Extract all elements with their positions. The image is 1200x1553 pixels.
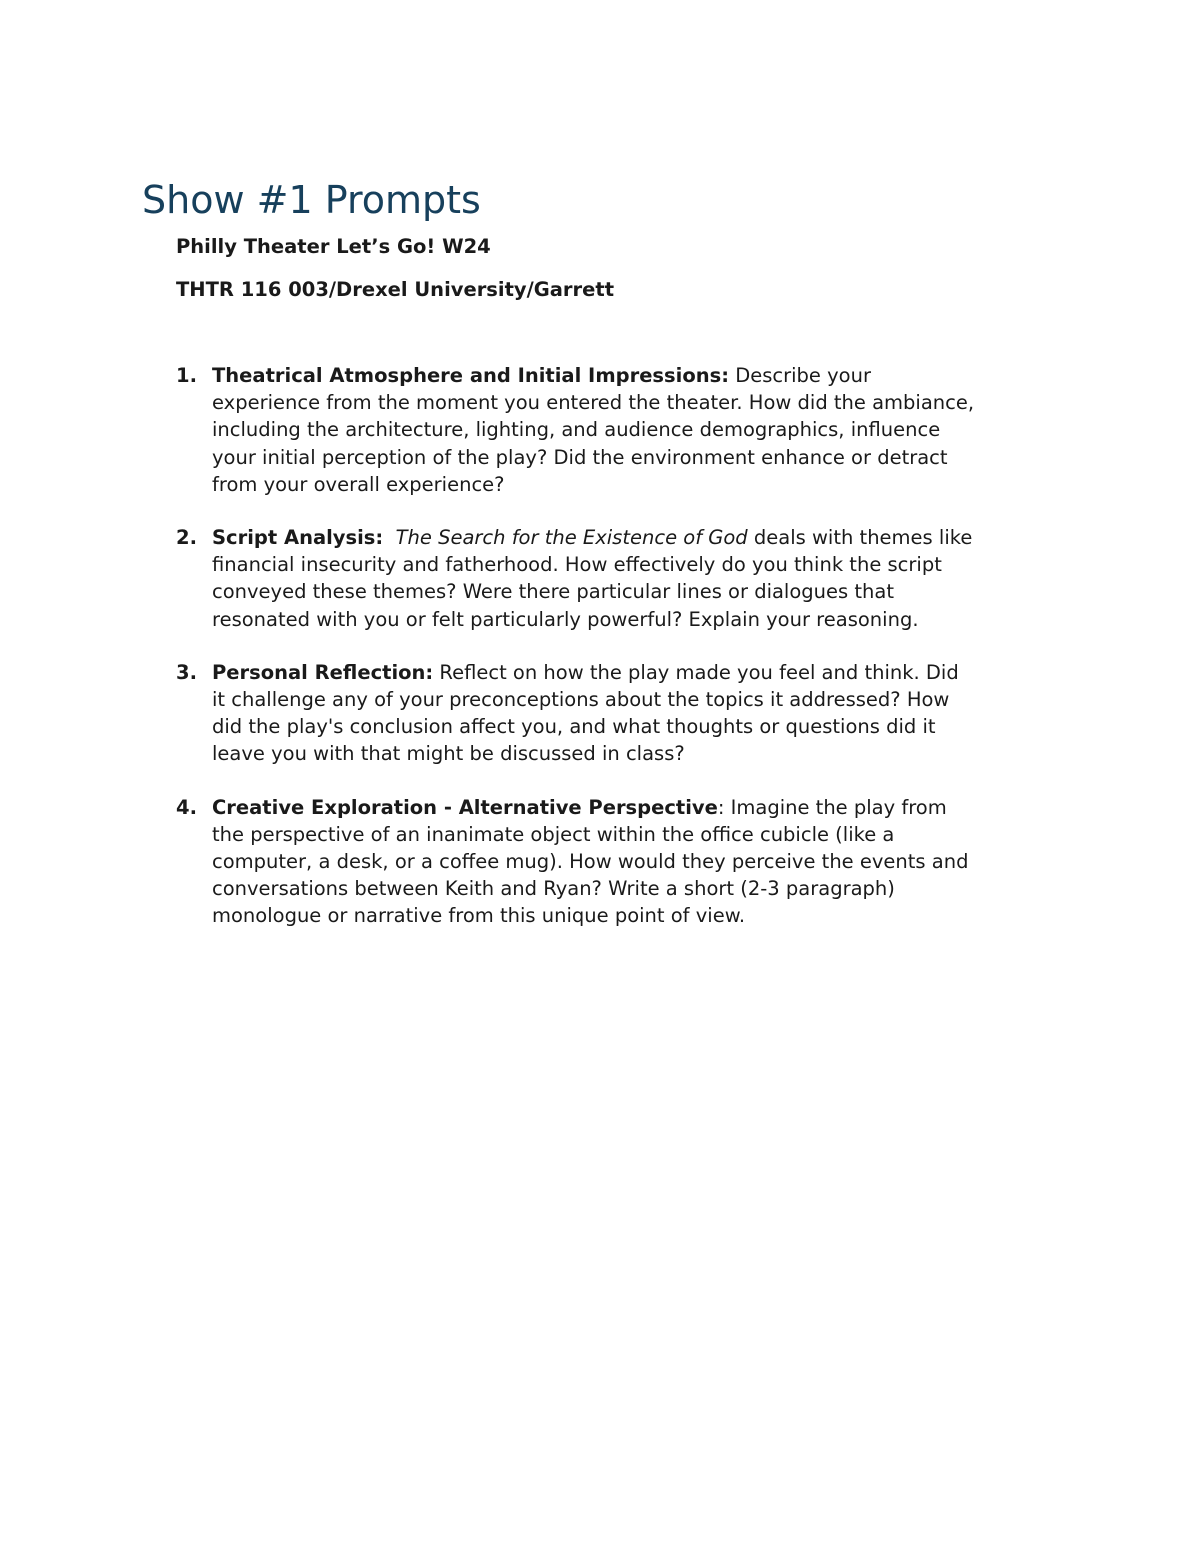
- prompt-number: 2.: [176, 526, 197, 550]
- prompt-heading: Theatrical Atmosphere and Initial Impressions:: [212, 364, 730, 387]
- prompt-text: from your overall experience?: [212, 472, 505, 496]
- prompt-first-line: [212, 794, 1076, 821]
- prompt-text: the perspective of an inanimate object within the office cubicle (like a: [212, 822, 895, 846]
- prompt-first-line: [212, 659, 1076, 686]
- prompt-first-line: [212, 524, 1076, 551]
- prompt-number: 4.: [176, 795, 197, 819]
- prompt-text: resonated with you or felt particularly powerful? Explain your reasoning.: [212, 607, 919, 631]
- prompt-text: it challenge any of your preconceptions about the topics it addressed? How: [212, 688, 950, 712]
- prompt-heading: Script Analysis:: [212, 526, 384, 550]
- prompt-text: computer, a desk, or a coffee mug). How would they perceive the events and: [212, 850, 969, 874]
- play-title: The Search for the Existence of God: [395, 526, 748, 550]
- prompt-number: 3.: [176, 660, 197, 684]
- prompt-item: [176, 794, 1076, 930]
- course-info: THTR 116 003/Drexel University/Garrett: [176, 278, 615, 301]
- prompt-text: your initial perception of the play? Did the environment enhance or detract: [212, 445, 948, 469]
- prompt-text: financial insecurity and fatherhood. How effectively do you think the script: [212, 553, 942, 577]
- prompt-item: [176, 659, 1076, 768]
- prompt-number: 1.: [176, 364, 197, 387]
- prompt-item: [176, 524, 1076, 633]
- prompt-text: Reflect on how the play made you feel and think. Did: [433, 660, 959, 684]
- prompt-text: : Imagine the play from: [717, 795, 947, 819]
- prompt-text: deals with themes like: [747, 526, 973, 550]
- prompt-item: [176, 362, 1076, 498]
- prompt-heading: Creative Exploration - Alternative Perspective: [212, 795, 718, 819]
- prompt-text: including the architecture, lighting, and audience demographics, influence: [212, 418, 941, 442]
- course-name: Philly Theater Let’s Go! W24: [176, 235, 491, 258]
- prompt-text: conversations between Keith and Ryan? Write a short (2-3 paragraph): [212, 877, 895, 901]
- prompt-text: monologue or narrative from this unique point of view.: [212, 904, 746, 928]
- prompt-list: [176, 362, 1076, 956]
- prompt-text: conveyed these themes? Were there particular lines or dialogues that: [212, 580, 894, 604]
- prompt-heading: Personal Reflection:: [212, 660, 434, 684]
- page-title: Show #1 Prompts: [142, 178, 481, 222]
- prompt-text: Describe your: [729, 364, 871, 387]
- prompt-text: leave you with that might be discussed in class?: [212, 742, 685, 766]
- prompt-text: did the play's conclusion affect you, and what thoughts or questions did it: [212, 715, 936, 739]
- prompt-first-line: [212, 362, 1076, 389]
- prompt-text: experience from the moment you entered the theater. How did the ambiance,: [212, 391, 975, 415]
